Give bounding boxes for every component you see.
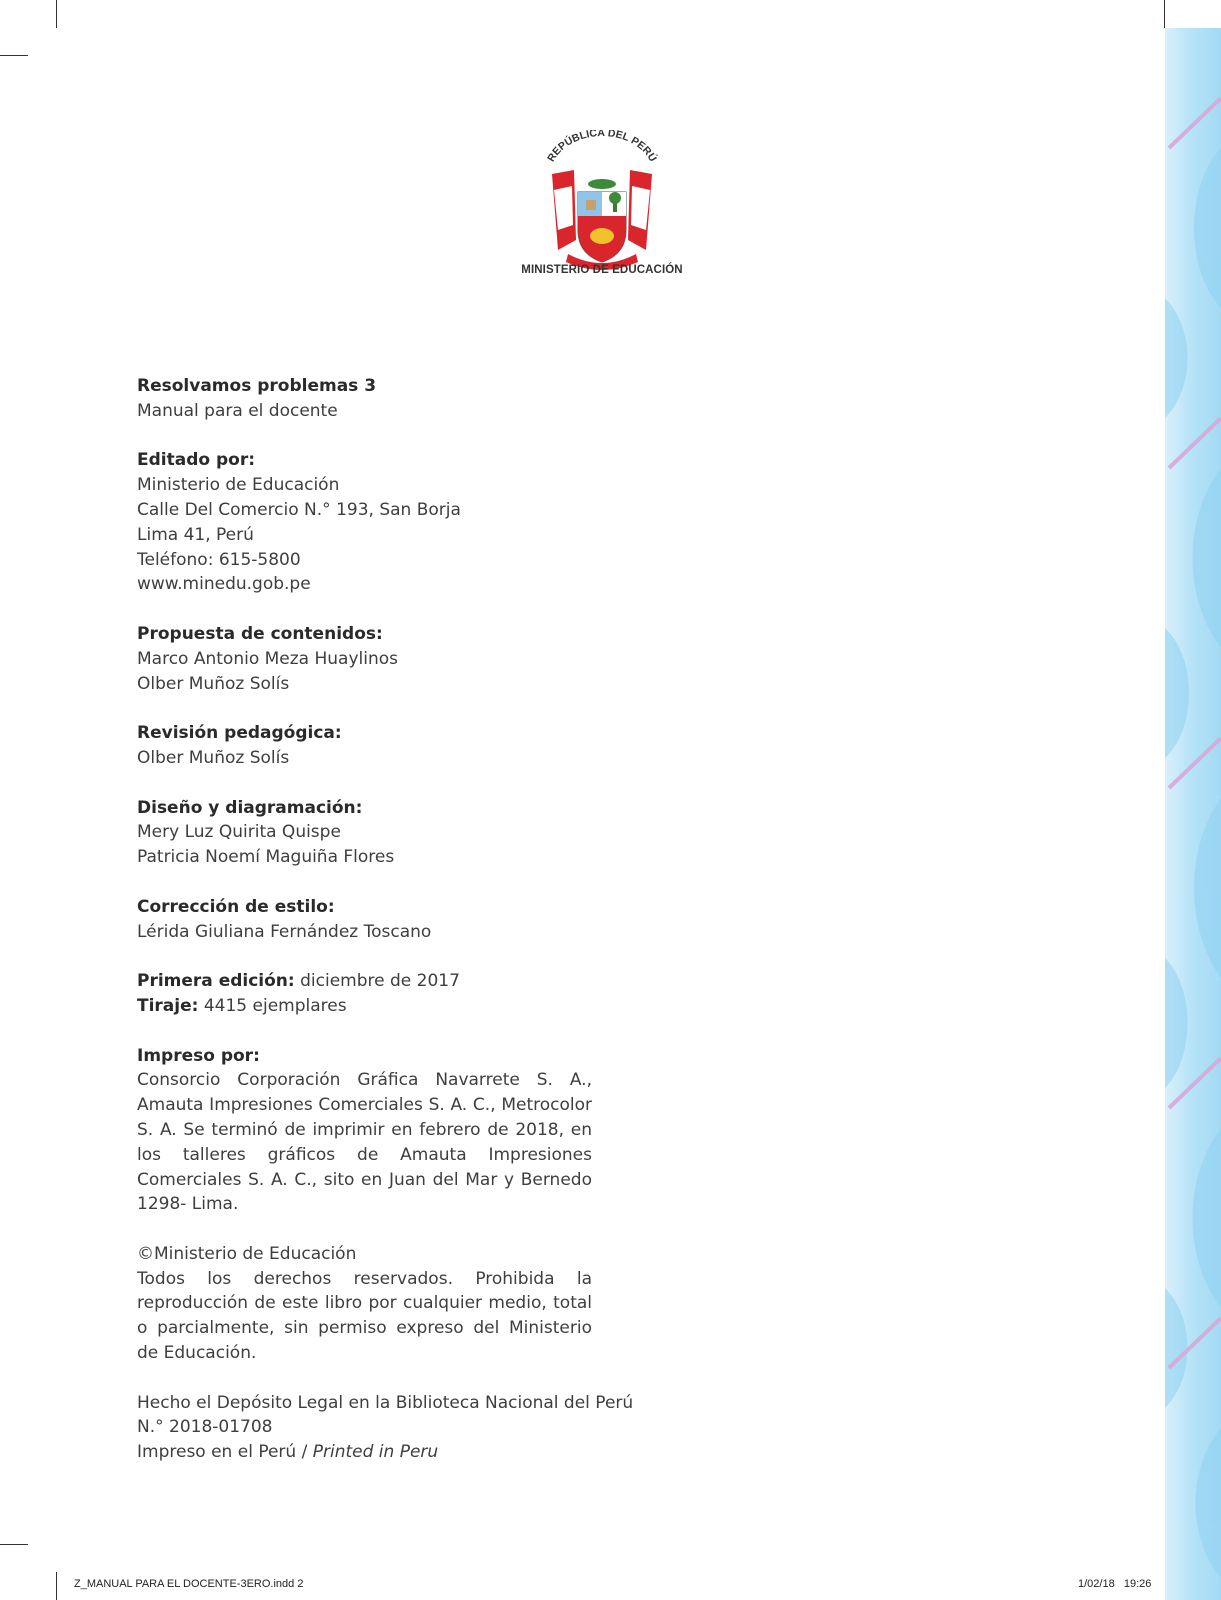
contents-proposal-block bbox=[137, 622, 592, 696]
print-run-value: 4415 ejemplares bbox=[203, 995, 347, 1016]
author-name: Olber Muñoz Solís bbox=[137, 673, 290, 694]
design-block bbox=[137, 796, 592, 870]
edition-block bbox=[137, 969, 592, 1019]
designer-name: Mery Luz Quirita Quispe bbox=[137, 822, 341, 843]
legal-deposit-number: N.° 2018-01708 bbox=[137, 1417, 273, 1438]
printer-text: Consorcio Corporación Gráfica Navarrete S. A., Amauta Impresiones Comerciales S. A. C., Metrocolor S. A. Se terminó de imprimir en febrero de 2018, en los talleres gráficos de Amauta Impresiones Comerciales S. A. C., sito en Juan del Mar y Bernedo 1298- Lima. bbox=[137, 1070, 592, 1215]
editor-label: Editado por: bbox=[137, 450, 256, 471]
svg-text:REPÚBLICA DEL PERÚ bbox=[545, 130, 659, 164]
editor-block bbox=[137, 448, 592, 597]
credits-page bbox=[137, 374, 634, 1465]
style-correction-block bbox=[137, 895, 592, 945]
edition-label: Primera edición: bbox=[137, 971, 295, 992]
crop-mark-top-left bbox=[56, 0, 57, 28]
title-block bbox=[137, 374, 592, 424]
editor-line: Ministerio de Educación bbox=[137, 475, 340, 496]
pedagogical-review-block bbox=[137, 721, 592, 771]
editor-line: Lima 41, Perú bbox=[137, 524, 254, 545]
style-correction-label: Corrección de estilo: bbox=[137, 896, 335, 917]
logo-caption: MINISTERIO DE EDUCACIÓN bbox=[521, 264, 683, 276]
copyright-text: Todos los derechos reservados. Prohibida la reproducción de este libro por cualquier medio, total o parcialmente, sin permiso expreso del Ministerio de Educación. bbox=[137, 1268, 592, 1364]
book-subtitle: Manual para el docente bbox=[137, 400, 338, 421]
printer-label: Impreso por: bbox=[137, 1045, 260, 1066]
crop-mark-left-top bbox=[0, 55, 28, 56]
corrector-name: Lérida Giuliana Fernández Toscano bbox=[137, 921, 432, 942]
crop-mark-left-bottom bbox=[0, 1544, 28, 1545]
legal-deposit-block bbox=[137, 1391, 634, 1465]
decorative-side-strip bbox=[1165, 28, 1221, 1600]
printed-in-prefix: Impreso en el Perú / bbox=[137, 1442, 313, 1463]
legal-deposit-line: Hecho el Depósito Legal en la Biblioteca Nacional del Perú bbox=[137, 1392, 634, 1413]
crop-mark-top-right bbox=[1164, 0, 1165, 28]
editor-website: www.minedu.gob.pe bbox=[137, 574, 311, 595]
reviewer-name: Olber Muñoz Solís bbox=[137, 747, 290, 768]
printed-in-english: Printed in Peru bbox=[312, 1442, 439, 1463]
printed-in-line bbox=[137, 1440, 592, 1465]
edition-value: diciembre de 2017 bbox=[300, 971, 460, 992]
contents-proposal-label: Propuesta de contenidos: bbox=[137, 623, 383, 644]
printer-block bbox=[137, 1044, 592, 1218]
copyright-owner: ©Ministerio de Educación bbox=[137, 1243, 357, 1264]
logo-arc-text: REPÚBLICA DEL PERÚ bbox=[545, 130, 659, 164]
footer-file-name: Z_MANUAL PARA EL DOCENTE-3ERO.indd 2 bbox=[74, 1578, 304, 1590]
book-title: Resolvamos problemas 3 bbox=[137, 376, 377, 396]
author-name: Marco Antonio Meza Huaylinos bbox=[137, 648, 399, 669]
footer-date: 1/02/18 19:26 bbox=[1078, 1578, 1152, 1590]
editor-line: Calle Del Comercio N.° 193, San Borja bbox=[137, 499, 461, 520]
designer-name: Patricia Noemí Maguiña Flores bbox=[137, 847, 395, 868]
design-label: Diseño y diagramación: bbox=[137, 797, 363, 818]
crop-mark-bottom-left bbox=[56, 1572, 57, 1600]
wave-pattern bbox=[1165, 28, 1221, 1600]
copyright-block bbox=[137, 1242, 592, 1366]
ministry-coat-of-arms-logo bbox=[512, 130, 692, 280]
print-run-label: Tiraje: bbox=[137, 995, 199, 1016]
pedagogical-review-label: Revisión pedagógica: bbox=[137, 723, 342, 744]
editor-line: Teléfono: 615-5800 bbox=[137, 549, 301, 570]
